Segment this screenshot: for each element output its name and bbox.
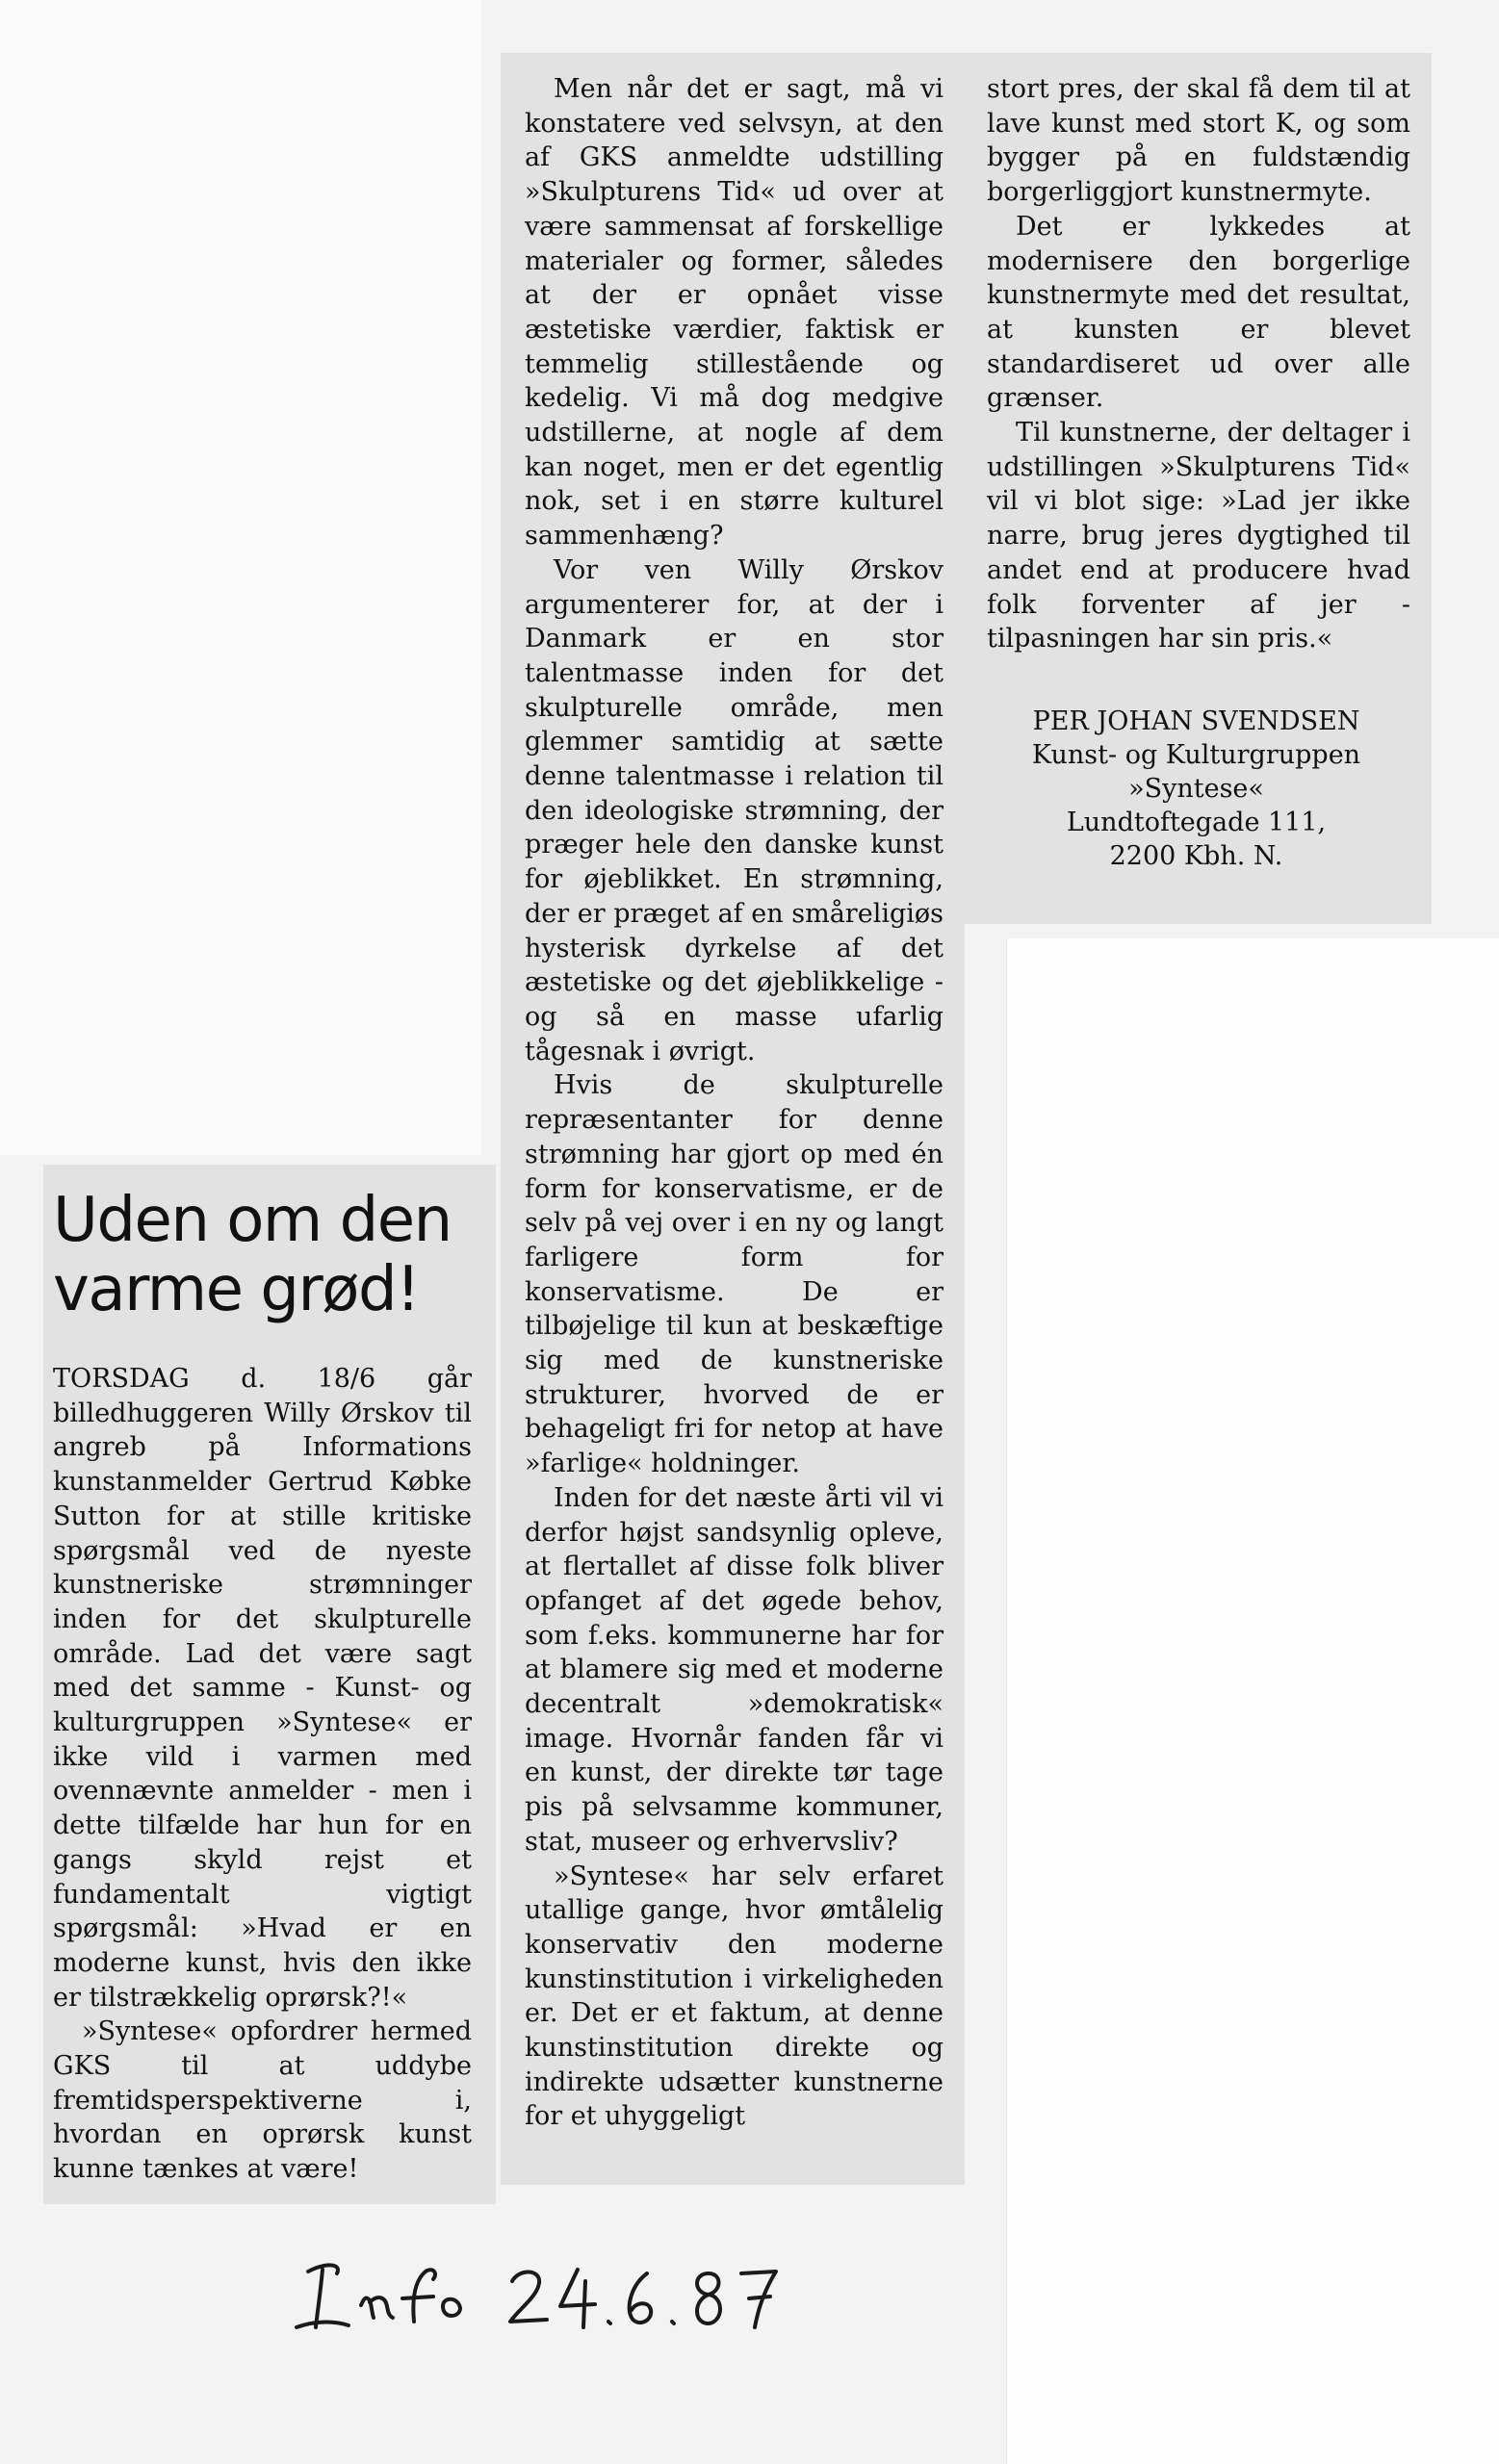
author-org: »Syntese« (1128, 774, 1264, 804)
article-column-3 (987, 72, 1410, 656)
paragraph: TORSDAG d. 18/6 går billedhuggeren Willy Ørskov til angreb på Informations kunstanmelder Gertrud Købke Sutton for at stille kritiske spørgsmål ved de nyeste kunstneriske strømninger inden for det skulpturelle område. Lad det være sagt med det samme - Kunst- og kulturgruppen »Syntese« er ikke vild i varmen med ovennævnte anmelder - men i dette tilfælde har hun for en gangs skyld rejst et fundamentalt vigtigt spørgsmål: »Hvad er en moderne kunst, hvis den ikke er tilstrækkelig oprørsk?!« (53, 1364, 472, 2013)
paragraph: Til kunstnerne, der deltager i udstillingen »Skulpturens Tid« vil vi blot sige: »Lad jer ikke narre, brug jeres dygtighed til andet end at producere hvad folk forventer af jer - tilpasningen har sin pris.« (987, 418, 1410, 654)
handwritten-note (289, 2252, 828, 2339)
blank-paper-area-right (1006, 938, 1499, 2464)
author-city: 2200 Kbh. N. (1109, 841, 1283, 871)
paragraph: Det er lykkedes at modernisere den borgerlige kunstnermyte med det resultat, at kunsten er blevet standardiseret ud over alle grænser. (987, 211, 1410, 414)
author-signature (972, 705, 1420, 873)
paragraph: Vor ven Willy Ørskov argumenterer for, at der i Danmark er en stor talentmasse inden for det skulpturelle område, men glemmer samtidig at sætte denne talentmasse i relation til den ideologiske strømning, der præger hele den danske kunst for øjeblikket. En strømning, der er præget af en småreligiøs hysterisk dyrkelse af det æstetiske og det øjeblikkelige - og så en masse ufarlig tågesnak i øvrigt. (525, 554, 943, 1066)
paragraph: »Syntese« opfordrer hermed GKS til at uddybe fremtidsperspektiverne i, hvordan en oprørsk kunst kunne tænkes at være! (53, 2016, 472, 2185)
paragraph: Hvis de skulpturelle repræsentanter for denne strømning har gjort op med én form for konservatisme, er de selv på vej over i en ny og langt farligere form for konservatisme. De er tilbøjelige til kun at beskæftige sig med de kunstneriske strukturer, hvorved de er behageligt fri for netop at have »farlige« holdninger. (525, 1070, 943, 1479)
article-column-1 (53, 1362, 472, 2187)
paragraph: »Syntese« har selv erfaret utallige gange, hvor ømtålelig konservativ den moderne kunstinstitution i virkeligheden er. Det er et faktum, at denne kunstinstitution direkte og indirekte udsætter kunstnerne for et uhyggeligt (525, 1861, 943, 2132)
author-group: Kunst- og Kulturgruppen (1031, 740, 1361, 770)
paragraph: Inden for det næste årti vil vi derfor højst sandsynlig opleve, at flertallet af disse folk bliver opfanget af det øgede behov, som f.eks. kommunerne har for at blamere sig med et moderne decentralt »demokratisk« image. Hvornår fanden får vi en kunst, der direkte tør tage pis på selvsamme kommuner, stat, museer og erhvervsliv? (525, 1482, 943, 1857)
author-street: Lundtoftegade 111, (1066, 808, 1327, 837)
article-column-2 (525, 72, 943, 2134)
paragraph: stort pres, der skal få dem til at lave kunst med stort K, og som bygger på en fuldstændig borgerliggjort kunstnermyte. (987, 74, 1410, 208)
author-name: PER JOHAN SVENDSEN (1032, 706, 1360, 736)
article-headline: Uden om den varme grød! (53, 1185, 452, 1325)
paragraph: Men når det er sagt, må vi konstatere ved selvsyn, at den af GKS anmeldte udstilling »Skulpturens Tid« ud over at være sammensat af forskellige materialer og former, således at der er opnået visse æstetiske værdier, faktisk er temmelig stillestående og kedelig. Vi må dog medgive udstillerne, at nogle af dem kan noget, men er det egentlig nok, set i en større kulturel sammenhæng? (525, 74, 943, 552)
blank-paper-area (0, 0, 481, 1155)
